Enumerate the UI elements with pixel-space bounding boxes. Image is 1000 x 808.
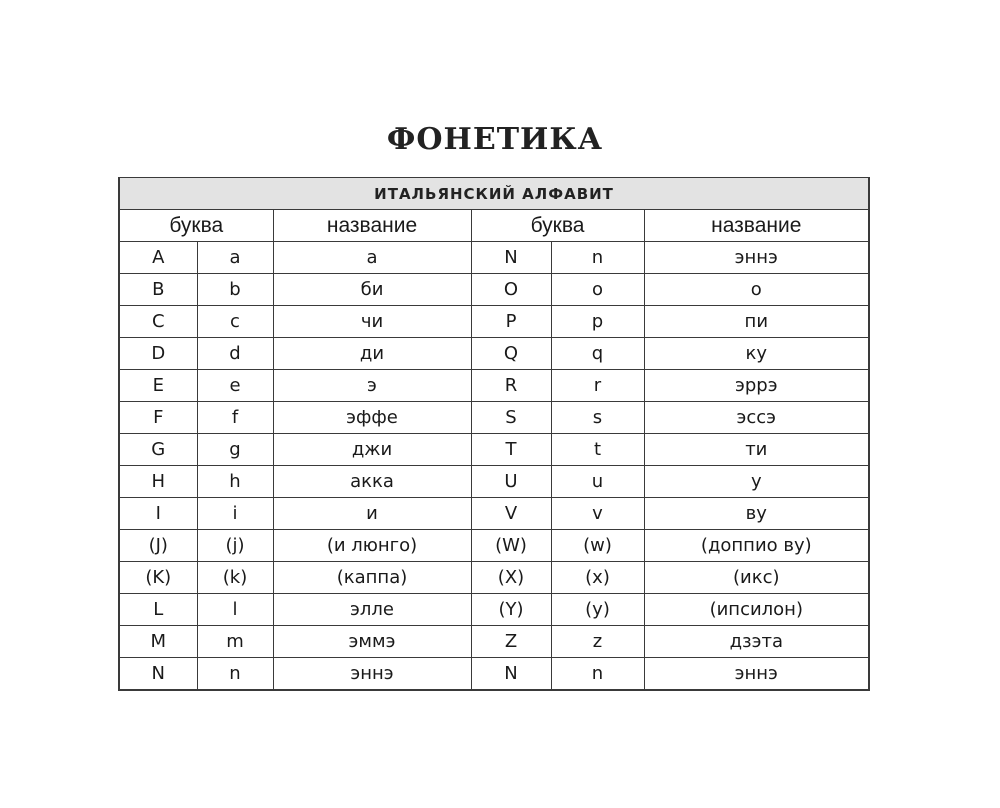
uppercase-letter-cell: G bbox=[119, 434, 197, 466]
letter-name-cell: (доппио ву) bbox=[644, 530, 869, 562]
table-row bbox=[119, 434, 869, 466]
lowercase-letter-cell: a bbox=[197, 242, 273, 274]
lowercase-letter-cell: (k) bbox=[197, 562, 273, 594]
table-row bbox=[119, 242, 869, 274]
letter-name-cell: пи bbox=[644, 306, 869, 338]
table-row bbox=[119, 594, 869, 626]
uppercase-letter-cell: (Y) bbox=[471, 594, 551, 626]
lowercase-letter-cell: f bbox=[197, 402, 273, 434]
lowercase-letter-cell: s bbox=[551, 402, 644, 434]
uppercase-letter-cell: Z bbox=[471, 626, 551, 658]
header-letter-left: буква bbox=[119, 210, 273, 242]
letter-name-cell: ти bbox=[644, 434, 869, 466]
lowercase-letter-cell: n bbox=[197, 658, 273, 691]
uppercase-letter-cell: N bbox=[471, 658, 551, 691]
lowercase-letter-cell: c bbox=[197, 306, 273, 338]
table-caption: ИТАЛЬЯНСКИЙ АЛФАВИТ bbox=[119, 178, 869, 210]
lowercase-letter-cell: z bbox=[551, 626, 644, 658]
uppercase-letter-cell: S bbox=[471, 402, 551, 434]
letter-name-cell: у bbox=[644, 466, 869, 498]
uppercase-letter-cell: C bbox=[119, 306, 197, 338]
letter-name-cell: (и люнго) bbox=[273, 530, 471, 562]
letter-name-cell: эммэ bbox=[273, 626, 471, 658]
uppercase-letter-cell: (W) bbox=[471, 530, 551, 562]
uppercase-letter-cell: E bbox=[119, 370, 197, 402]
table-row bbox=[119, 370, 869, 402]
lowercase-letter-cell: n bbox=[551, 242, 644, 274]
lowercase-letter-cell: h bbox=[197, 466, 273, 498]
lowercase-letter-cell: g bbox=[197, 434, 273, 466]
letter-name-cell: джи bbox=[273, 434, 471, 466]
uppercase-letter-cell: T bbox=[471, 434, 551, 466]
uppercase-letter-cell: Q bbox=[471, 338, 551, 370]
uppercase-letter-cell: F bbox=[119, 402, 197, 434]
uppercase-letter-cell: V bbox=[471, 498, 551, 530]
letter-name-cell: эффе bbox=[273, 402, 471, 434]
lowercase-letter-cell: n bbox=[551, 658, 644, 691]
table-header-row bbox=[119, 210, 869, 242]
lowercase-letter-cell: i bbox=[197, 498, 273, 530]
letter-name-cell: (каппа) bbox=[273, 562, 471, 594]
uppercase-letter-cell: H bbox=[119, 466, 197, 498]
lowercase-letter-cell: r bbox=[551, 370, 644, 402]
table-row bbox=[119, 274, 869, 306]
table-row bbox=[119, 498, 869, 530]
letter-name-cell: элле bbox=[273, 594, 471, 626]
letter-name-cell: эррэ bbox=[644, 370, 869, 402]
letter-name-cell: би bbox=[273, 274, 471, 306]
letter-name-cell: о bbox=[644, 274, 869, 306]
letter-name-cell: эссэ bbox=[644, 402, 869, 434]
lowercase-letter-cell: (x) bbox=[551, 562, 644, 594]
table-row bbox=[119, 466, 869, 498]
letter-name-cell: дзэта bbox=[644, 626, 869, 658]
table-row bbox=[119, 562, 869, 594]
header-name-left: название bbox=[273, 210, 471, 242]
table-row bbox=[119, 306, 869, 338]
lowercase-letter-cell: b bbox=[197, 274, 273, 306]
letter-name-cell: (икс) bbox=[644, 562, 869, 594]
lowercase-letter-cell: v bbox=[551, 498, 644, 530]
header-letter-right: буква bbox=[471, 210, 644, 242]
uppercase-letter-cell: D bbox=[119, 338, 197, 370]
letter-name-cell: и bbox=[273, 498, 471, 530]
uppercase-letter-cell: L bbox=[119, 594, 197, 626]
alphabet-table-container bbox=[118, 177, 868, 691]
uppercase-letter-cell: P bbox=[471, 306, 551, 338]
lowercase-letter-cell: t bbox=[551, 434, 644, 466]
table-row bbox=[119, 338, 869, 370]
lowercase-letter-cell: (j) bbox=[197, 530, 273, 562]
letter-name-cell: акка bbox=[273, 466, 471, 498]
page-title: ФОНЕТИКА bbox=[386, 122, 604, 157]
italian-alphabet-table bbox=[118, 177, 870, 691]
lowercase-letter-cell: l bbox=[197, 594, 273, 626]
table-row bbox=[119, 626, 869, 658]
lowercase-letter-cell: d bbox=[197, 338, 273, 370]
letter-name-cell: а bbox=[273, 242, 471, 274]
letter-name-cell: ди bbox=[273, 338, 471, 370]
letter-name-cell: чи bbox=[273, 306, 471, 338]
uppercase-letter-cell: M bbox=[119, 626, 197, 658]
letter-name-cell: ку bbox=[644, 338, 869, 370]
table-row bbox=[119, 530, 869, 562]
lowercase-letter-cell: (w) bbox=[551, 530, 644, 562]
lowercase-letter-cell: e bbox=[197, 370, 273, 402]
table-caption-row bbox=[119, 178, 869, 210]
uppercase-letter-cell: (X) bbox=[471, 562, 551, 594]
uppercase-letter-cell: (K) bbox=[119, 562, 197, 594]
uppercase-letter-cell: I bbox=[119, 498, 197, 530]
uppercase-letter-cell: B bbox=[119, 274, 197, 306]
uppercase-letter-cell: (J) bbox=[119, 530, 197, 562]
table-row bbox=[119, 402, 869, 434]
uppercase-letter-cell: N bbox=[471, 242, 551, 274]
letter-name-cell: эннэ bbox=[644, 658, 869, 691]
uppercase-letter-cell: A bbox=[119, 242, 197, 274]
letter-name-cell: эннэ bbox=[273, 658, 471, 691]
uppercase-letter-cell: N bbox=[119, 658, 197, 691]
letter-name-cell: э bbox=[273, 370, 471, 402]
uppercase-letter-cell: O bbox=[471, 274, 551, 306]
uppercase-letter-cell: U bbox=[471, 466, 551, 498]
lowercase-letter-cell: (y) bbox=[551, 594, 644, 626]
letter-name-cell: (ипсилон) bbox=[644, 594, 869, 626]
table-row bbox=[119, 658, 869, 691]
uppercase-letter-cell: R bbox=[471, 370, 551, 402]
lowercase-letter-cell: p bbox=[551, 306, 644, 338]
header-name-right: название bbox=[644, 210, 869, 242]
letter-name-cell: ву bbox=[644, 498, 869, 530]
lowercase-letter-cell: o bbox=[551, 274, 644, 306]
lowercase-letter-cell: m bbox=[197, 626, 273, 658]
letter-name-cell: эннэ bbox=[644, 242, 869, 274]
lowercase-letter-cell: q bbox=[551, 338, 644, 370]
lowercase-letter-cell: u bbox=[551, 466, 644, 498]
